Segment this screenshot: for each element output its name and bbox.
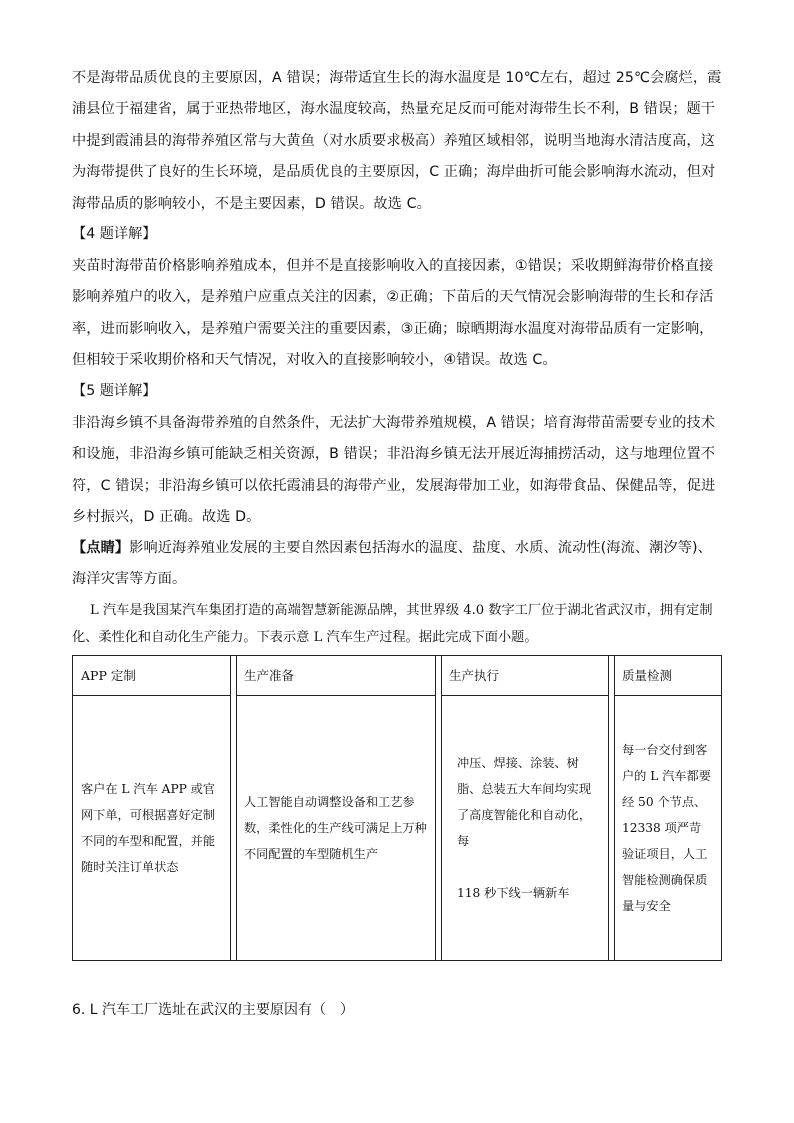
- table-cell-text: 客户在 L 汽车 APP 或官网下单，可根据喜好定制不同的车型和配置，并能随时关注订单状态: [81, 782, 216, 874]
- section-heading-q5: 【5 题详解】: [72, 383, 157, 399]
- paragraph-answer-3: 不是海带品质优良的主要原因，A 错误；海带适宜生长的海水温度是 10℃左右，超过 25℃会腐烂，霞浦县位于福建省，属于亚热带地区，海水温度较高，热量充足反而可能对海带生长不利，B 错误；题干中提到霞浦县的海带养殖区常与大黄鱼（对水质要求极高）养殖区域相邻，说明当地海水清洁度高，这为海带提供了良好的生长环境，是品质优良的主要原因，C 正确；海岸曲折可能会影响海水流动，但对海带品质的影响较小，不是主要因素，D 错误。故选 C。: [72, 70, 722, 212]
- paragraph-answer-4: 夹苗时海带苗价格影响养殖成本，但并不是直接影响收入的直接因素，①错误；采收期鲜海带价格直接影响养殖户的收入，是养殖户应重点关注的因素，②正确；下苗后的天气情况会影响海带的生长和存活率，进而影响收入，是养殖户需要关注的重要因素，③正确；晾晒期海水温度对海带品质有一定影响，但相较于采收期价格和天气情况，对收入的直接影响较小，④错误。故选 C。: [72, 258, 714, 369]
- table-column-app: [73, 656, 230, 960]
- table-cell-text: [441, 750, 608, 906]
- table-divider: [435, 656, 436, 960]
- table-column-qa: [614, 656, 721, 960]
- table-column-exec: [441, 656, 608, 960]
- table-cell-text: 人工智能自动调整设备和工艺参数，柔性化的生产线可满足上万种不同配置的车型随机生产: [244, 795, 427, 861]
- table-body-cell: [441, 696, 608, 960]
- table-cell-text: 每一台交付到客户的 L 汽车都要经 50 个节点、12338 项严苛验证项目，人工智能检测确保质量与安全: [622, 743, 711, 913]
- table-body-cell: [236, 696, 435, 960]
- section-heading-q4: 【4 题详解】: [72, 226, 157, 242]
- material-intro: L 汽车是我国某汽车集团打造的高端智慧新能源品牌，其世界级 4.0 数字工厂位于湖北省武汉市，拥有定制化、柔性化和自动化生产能力。下表示意 L 汽车生产过程。据此完成下面小题。: [72, 603, 713, 645]
- table-divider: [608, 656, 609, 960]
- table-divider: [230, 656, 231, 960]
- table-header-cell: 生产执行: [441, 656, 608, 696]
- tip-label: 【点睛】: [72, 540, 130, 556]
- paragraph-answer-5: 非沿海乡镇不具备海带养殖的自然条件，无法扩大海带养殖规模，A 错误；培育海带苗需要专业的技术和设施，非沿海乡镇可能缺乏相关资源，B 错误；非沿海乡镇无法开展近海捕捞活动，这与地理位置不符，C 错误；非沿海乡镇可以依托霞浦县的海带产业，发展海带加工业，如海带食品、保健品等，促进乡村振兴，D 正确。故选 D。: [72, 415, 716, 526]
- table-body-cell: [614, 696, 721, 960]
- table-cell-line: 冲压、焊接、涂装、树脂、总装五大车间均实现了高度智能化和自动化，每: [457, 756, 592, 848]
- table-body-cell: [73, 696, 230, 960]
- question-6: 6. L 汽车工厂选址在武汉的主要原因有（ ）: [72, 1002, 355, 1018]
- tip-paragraph: [72, 533, 724, 596]
- table-header-cell: 生产准备: [236, 656, 435, 696]
- table-column-prep: [236, 656, 435, 960]
- table-cell-line: 118 秒下线一辆新车: [457, 886, 570, 900]
- production-process-table: [72, 655, 722, 961]
- table-header-cell: APP 定制: [73, 656, 230, 696]
- tip-text: 影响近海养殖业发展的主要自然因素包括海水的温度、盐度、水质、流动性(海流、潮汐等)、海洋灾害等方面。: [72, 540, 712, 588]
- table-header-cell: 质量检测: [614, 656, 721, 696]
